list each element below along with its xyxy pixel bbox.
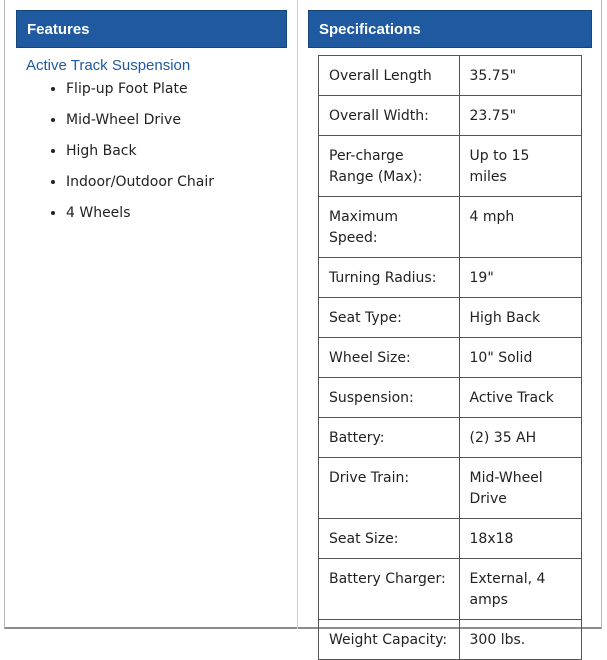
- spec-row: [319, 56, 582, 96]
- spec-value: 18x18: [459, 519, 581, 559]
- spec-value: 10" Solid: [459, 338, 581, 378]
- specifications-table: [318, 55, 582, 660]
- spec-value: 23.75": [459, 96, 581, 136]
- spec-label: Turning Radius:: [319, 258, 460, 298]
- spec-row: [319, 197, 582, 258]
- spec-row: [319, 519, 582, 559]
- spec-value: External, 4 amps: [459, 559, 581, 620]
- feature-item: • Mid-Wheel Drive: [66, 110, 214, 141]
- spec-label: Weight Capacity:: [319, 620, 460, 660]
- spec-value: Up to 15 miles: [459, 136, 581, 197]
- feature-item: • Flip-up Foot Plate: [66, 79, 214, 110]
- spec-value: (2) 35 AH: [459, 418, 581, 458]
- features-header: Features: [16, 10, 287, 48]
- feature-item: • 4 Wheels: [66, 203, 214, 234]
- spec-label: Drive Train:: [319, 458, 460, 519]
- spec-row: [319, 378, 582, 418]
- feature-item: • High Back: [66, 141, 214, 172]
- spec-label: Suspension:: [319, 378, 460, 418]
- spec-label: Per-charge Range (Max):: [319, 136, 460, 197]
- spec-label: Wheel Size:: [319, 338, 460, 378]
- spec-label: Overall Width:: [319, 96, 460, 136]
- spec-label: Battery:: [319, 418, 460, 458]
- spec-label: Seat Size:: [319, 519, 460, 559]
- features-list: [30, 79, 214, 234]
- spec-value: High Back: [459, 298, 581, 338]
- spec-row: [319, 338, 582, 378]
- spec-row: [319, 258, 582, 298]
- spec-label: Seat Type:: [319, 298, 460, 338]
- spec-value: 300 lbs.: [459, 620, 581, 660]
- spec-value: 4 mph: [459, 197, 581, 258]
- feature-item: • Indoor/Outdoor Chair: [66, 172, 214, 203]
- spec-label: Overall Length: [319, 56, 460, 96]
- spec-row: [319, 96, 582, 136]
- column-divider: [297, 0, 298, 629]
- specifications-header: Specifications: [308, 10, 592, 48]
- spec-label: Battery Charger:: [319, 559, 460, 620]
- spec-label: Maximum Speed:: [319, 197, 460, 258]
- spec-value: 35.75": [459, 56, 581, 96]
- spec-value: 19": [459, 258, 581, 298]
- spec-row: [319, 298, 582, 338]
- spec-row: [319, 458, 582, 519]
- spec-row: [319, 418, 582, 458]
- spec-row: [319, 620, 582, 660]
- features-subtitle: Active Track Suspension: [26, 57, 191, 74]
- spec-row: [319, 559, 582, 620]
- spec-row: [319, 136, 582, 197]
- spec-value: Mid-Wheel Drive: [459, 458, 581, 519]
- spec-value: Active Track: [459, 378, 581, 418]
